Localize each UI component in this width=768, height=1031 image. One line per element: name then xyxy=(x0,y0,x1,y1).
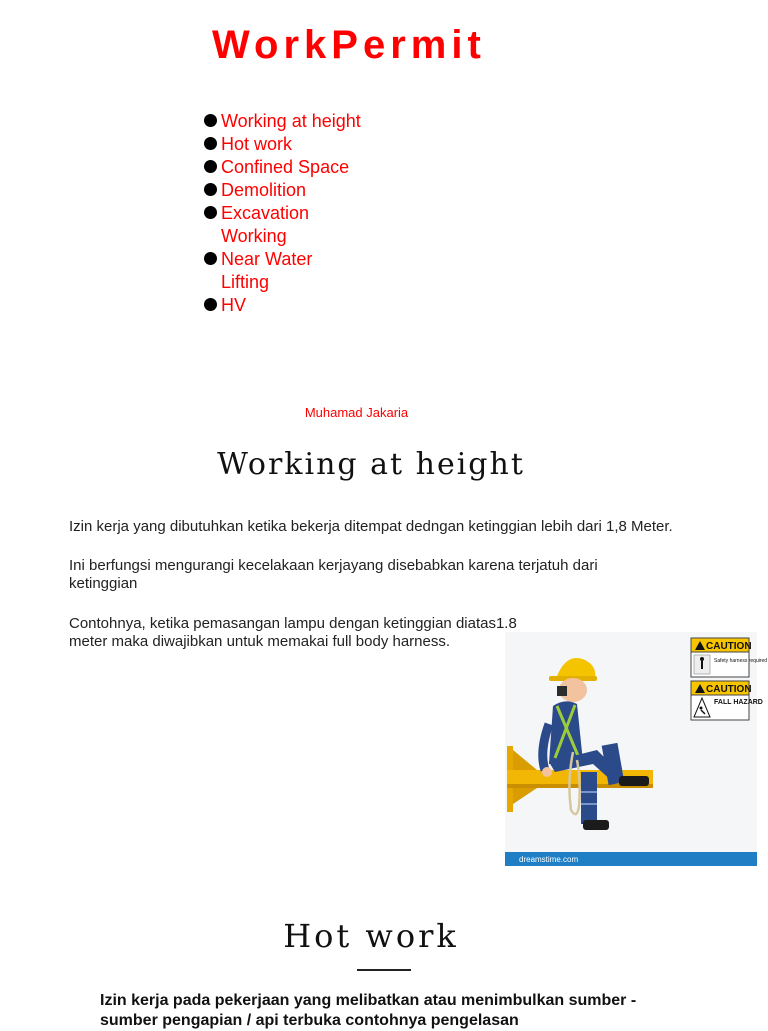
paragraph: Izin kerja pada pekerjaan yang melibatkan atau menimbulkan sumber - sumber pengapian / api terbuka contohnya pengelasan xyxy=(100,992,637,1029)
sign-header: CAUTION xyxy=(706,684,752,695)
caution-sign-fall xyxy=(691,681,763,720)
paragraph: Ini berfungsi mengurangi kecelakaan kerjayang disebabkan karena terjatuh dari ketinggian xyxy=(69,557,598,592)
list-item-label: Near Water Lifting xyxy=(221,249,313,292)
list-item-label: Demolition xyxy=(221,180,307,200)
paragraph: Izin kerja yang dibutuhkan ketika bekerja ditempat dedngan ketinggian lebih dari 1,8 Meter. xyxy=(69,518,673,535)
worker-harness-illustration xyxy=(505,632,768,866)
bullet-icon xyxy=(204,160,217,173)
list-item xyxy=(204,294,411,317)
list-item-label: HV xyxy=(221,295,247,315)
list-item-label: Confined Space xyxy=(221,157,350,177)
list-item xyxy=(204,133,411,156)
document-title: WorkPermit xyxy=(212,23,486,67)
sign-text: FALL HAZARD xyxy=(714,699,763,706)
section-heading-working-at-height: Working at height xyxy=(217,447,525,482)
bullet-icon xyxy=(204,206,217,219)
list-item xyxy=(204,179,411,202)
list-item-label: Hot work xyxy=(221,134,293,154)
heading-divider xyxy=(357,969,411,971)
sign-header: CAUTION xyxy=(706,641,752,652)
worker-figure xyxy=(542,658,649,830)
bullet-icon xyxy=(204,114,217,127)
paragraph: Contohnya, ketika pemasangan lampu dengan ketinggian diatas1.8 meter maka diwajibkan untuk memakai full body harness. xyxy=(69,615,517,650)
list-item-label: Working at height xyxy=(221,111,361,131)
list-item xyxy=(204,248,411,294)
author-name: Muhamad Jakaria xyxy=(304,405,409,420)
section-heading-hot-work: Hot work xyxy=(283,917,459,955)
bullet-icon xyxy=(204,137,217,150)
bullet-icon xyxy=(204,298,217,311)
list-item-label: Excavation Working xyxy=(221,203,310,246)
list-item xyxy=(204,110,411,133)
watermark-text: dreamstime.com xyxy=(519,855,579,864)
bullet-icon xyxy=(204,183,217,196)
caution-sign-harness xyxy=(691,638,767,677)
bullet-icon xyxy=(204,252,217,265)
illustration-svg xyxy=(505,632,768,866)
list-item xyxy=(204,156,411,179)
list-item xyxy=(204,202,411,248)
sign-text: Safety harness required xyxy=(714,658,768,664)
permit-types-list xyxy=(204,110,411,317)
